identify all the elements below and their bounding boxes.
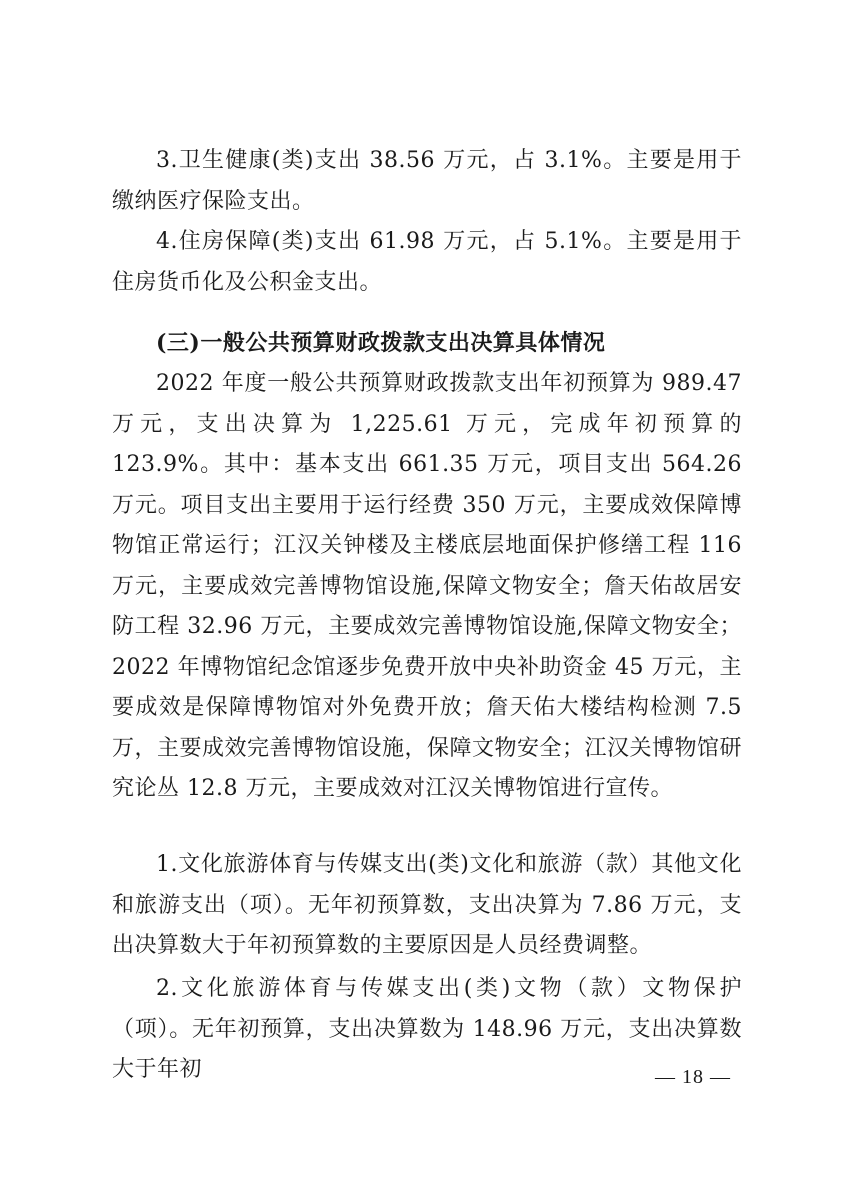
paragraph-general-budget-details: 2022 年度一般公共预算财政拨款支出年初预算为 989.47 万元，支出决算为 1,225.61 万元，完成年初预算的 123.9%。其中：基本支出 661.35 万元，项目支出 564.26 万元。项目支出主要用于运行经费 350 万元，主要成效保障博物馆正常运行；江汉关钟楼及主楼底层地面保护修缮工程 116 万元，主要成效完善博物馆设施,保障文物安全；詹天佑故居安防工程 32.96 万元，主要成效完善博物馆设施,保障文物安全；2022 年博物馆纪念馆逐步免费开放中央补助资金 45 万元，主要成效是保障博物馆对外免费开放；詹天佑大楼结构检测 7.5 万，主要成效完善博物馆设施，保障文物安全；江汉关博物馆研究论丛 12.8 万元，主要成效对江汉关博物馆进行宣传。 <box>112 371 743 801</box>
section-heading: (三)一般公共预算财政拨款支出决算具体情况 <box>156 330 606 356</box>
paragraph-cultural-relics-protection: 2.文化旅游体育与传媒支出(类)文物（款）文物保护（项）。无年初预算，支出决算数为 148.96 万元，支出决算数大于年初 <box>112 976 742 1082</box>
paragraph-health-expenditure: 3.卫生健康(类)支出 38.56 万元，占 3.1%。主要是用于缴纳医疗保险支出。 <box>112 148 742 214</box>
paragraph-housing-expenditure: 4.住房保障(类)支出 61.98 万元，占 5.1%。主要是用于住房货币化及公积金支出。 <box>112 229 742 295</box>
paragraph-culture-tourism-other: 1.文化旅游体育与传媒支出(类)文化和旅游（款）其他文化和旅游支出（项）。无年初预算数，支出决算为 7.86 万元，支出决算数大于年初预算数的主要原因是人员经费调整。 <box>112 852 742 958</box>
page-number: — 18 — <box>655 1066 731 1088</box>
